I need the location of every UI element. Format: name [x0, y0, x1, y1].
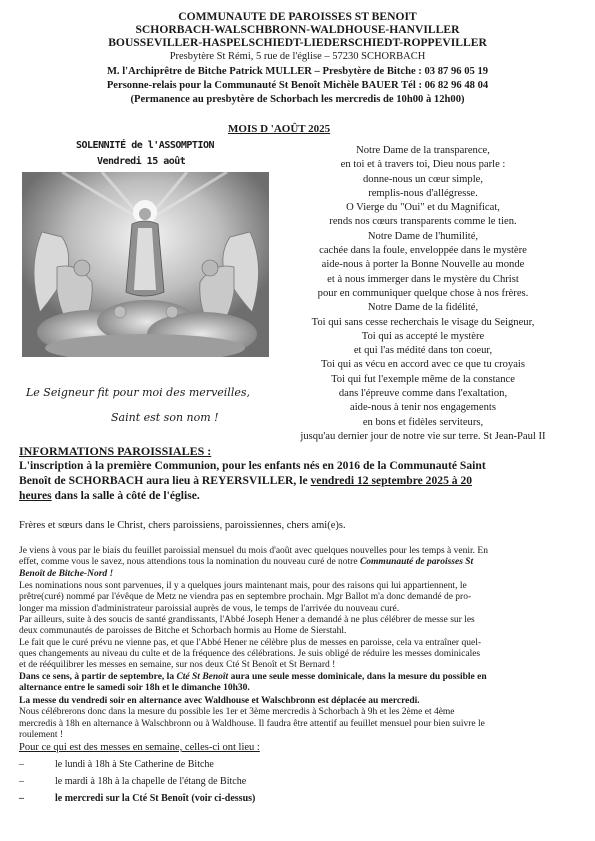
poem-line: dans l'épreuve comme dans l'exaltation, — [338, 388, 508, 400]
text-line: Benoît de Bitche-Nord ! — [19, 568, 114, 579]
text-line: prêtre(curé) nommé par l'évêque de Metz ne viendra pas en septembre prochain. Mgr Ballot m'a donc demandé de pro- — [19, 592, 472, 603]
text-line: La messe du vendredi soir en alternance avec Waldhouse et Walschbronn est déplacée au mercredi. — [19, 696, 420, 706]
prayer-poem — [268, 144, 578, 444]
header-line-2: SCHORBACH-WALSCHBRONN-WALDHOUSE-HANVILLER — [135, 23, 460, 36]
text-span: Dans ce sens, à partir de septembre, la — [19, 672, 177, 682]
text-span: effet, comme vous le savez, nous attendions tous la nomination du nouveau curé de notre — [19, 557, 360, 568]
poem-line: et qui l'as médité dans ton coeur, — [353, 345, 493, 357]
poem-line: cachée dans la foule, enveloppée dans le mystère — [319, 245, 527, 257]
text-line: deux communautés de paroisses de Bitche et Schorbach hormis au Home de Sierstahl. — [19, 626, 347, 637]
weekday-text: le mercredi sur la Cté St Benoît (voir ci-dessus) — [55, 793, 256, 804]
weekday-item — [19, 759, 214, 770]
feast-title: SOLENNITÉ de l'ASSOMPTION — [76, 140, 215, 151]
paragraph-5 — [19, 696, 579, 741]
poem-line: rends nos cœurs transparents comme le tien. — [329, 216, 517, 228]
communion-date: vendredi 12 septembre 2025 à 20 — [310, 474, 473, 487]
text-line: Par ailleurs, suite à des soucis de santé grandissants, l'Abbé Joseph Hener a demandé à ne plus célébrer de messe sur les — [19, 615, 475, 625]
weekday-title: Pour ce qui est des messes en semaine, celles-ci ont lieu : — [19, 742, 260, 753]
text-line: mercredis à 18h en alternance à Walschbronn ou à Waldhouse. Il faudra être attentif au feuillet mensuel pour bien suivre le — [19, 718, 485, 729]
header-line-1: COMMUNAUTE DE PAROISSES ST BENOIT — [178, 10, 417, 23]
list-dash: – — [19, 759, 24, 770]
paragraph-1 — [19, 546, 579, 580]
poem-line: Notre Dame de l'humilité, — [367, 230, 479, 242]
communion-line-1: L'inscription à la première Communion, pour les enfants nés en 2016 de la Communauté Saint — [19, 459, 486, 472]
header-archpriest: M. l'Archiprêtre de Bitche Patrick MULLER – Presbytère de Bitche : 03 87 96 05 19 — [106, 66, 489, 77]
assumption-of-mary-image — [22, 172, 269, 357]
text-line — [19, 672, 579, 683]
poem-line: Toi qui as vécu en accord avec ce que tu croyais — [321, 359, 525, 371]
poem-line: aide-nous à porter la Bonne Nouvelle au monde — [321, 259, 525, 271]
communion-hour: heures — [19, 489, 52, 502]
poem-line: et à nous immerger dans le mystère du Christ — [327, 273, 519, 285]
text-line: roulement ! — [19, 729, 64, 740]
feast-date: Vendredi 15 août — [97, 156, 186, 167]
poem-line: Toi qui fut l'exemple même de la constance — [331, 373, 515, 385]
community-name: Communauté de paroisses St — [359, 557, 474, 568]
poem-line: aide-nous à tenir nos engagements — [350, 402, 496, 414]
poem-line: Toi qui as accepté le mystère — [361, 330, 485, 342]
poem-line: Notre Dame de la fidélité, — [367, 302, 479, 314]
text-line — [19, 557, 579, 568]
weekday-item — [19, 793, 255, 804]
paragraph-3 — [19, 615, 579, 671]
text-line: et de rééquilibrer les messes en semaine, sur nos deux Cté St Benoît et St Bernard ! — [19, 660, 336, 671]
text-line: Je viens à vous par le biais du feuillet paroissial mensuel du mois d'août avec quelques nouvelles pour les temps à venir. En — [19, 546, 488, 556]
poem-line: pour en communiquer quelque chose à nos frères. — [317, 287, 529, 299]
info-title: INFORMATIONS PAROISSIALES : — [19, 444, 212, 458]
feast-caption-line-1: Le Seigneur fit pour moi des merveilles, — [26, 386, 250, 399]
poem-line: en toi et à travers toi, Dieu nous parle : — [340, 159, 506, 171]
poem-line: en bons et fidèles serviteurs, — [362, 416, 484, 428]
communion-line-2 — [19, 474, 472, 487]
paragraph-2 — [19, 581, 579, 615]
weekday-item — [19, 776, 246, 787]
list-dash: – — [19, 793, 24, 804]
header-address: Presbytère St Rémi, 5 rue de l'église – 57230 SCHORBACH — [169, 51, 426, 62]
poem-line: Notre Dame de la transparence, — [356, 145, 490, 156]
text-line: longer ma mission d'administrateur paroissial auprès de vous, le temps de l'arrivée du nouveau curé. — [19, 603, 400, 614]
community-name: Cté St Benoît — [176, 672, 229, 682]
text-line: ques changements au niveau du culte et de la fréquence des célébrations. Je suis obligé de réduire les messes dominicales — [19, 648, 481, 659]
header-line-3: BOUSSEVILLER-HASPELSCHIEDT-LIEDERSCHIEDT-ROPPEVILLER — [108, 36, 487, 49]
poem-line: O Vierge du "Oui" et du Magnificat, — [346, 202, 500, 214]
weekday-text: le lundi à 18h à Ste Catherine de Bitche — [55, 759, 214, 770]
poem-line: jusqu'au dernier jour de notre vie sur terre. St Jean-Paul II — [300, 430, 546, 442]
list-dash: – — [19, 776, 24, 787]
text-line: Le fait que le curé prévu ne vienne pas, et que l'Abbé Hener ne célèbre plus de messes en paroisse, cela va entraîner quel- — [19, 637, 481, 648]
text-span: aura une seule messe dominicale, dans la mesure du possible en — [228, 672, 487, 682]
header-permanence: (Permanence au presbytère de Schorbach les mercredis de 10h00 à 12h00) — [130, 94, 465, 105]
communion-place: dans la salle à côté de l'église. — [51, 489, 200, 502]
paragraph-4 — [19, 672, 579, 695]
header-relay: Personne-relais pour la Communauté St Benoît Michèle BAUER Tél : 06 82 96 48 04 — [106, 80, 489, 91]
communion-line-3 — [19, 489, 200, 502]
poem-line: donne-nous un cœur simple, — [362, 173, 484, 185]
poem-line: remplis-nous d'allégresse. — [368, 187, 478, 199]
text-line: Les nominations nous sont parvenues, il y a quelques jours maintenant mais, pour des raisons qui lui appartiennent, le — [19, 581, 467, 591]
poem-line: Toi qui sans cesse recherchais le visage du Seigneur, — [311, 316, 535, 328]
text-line: Nous célébrerons donc dans la mesure du possible les 1er et 3ème mercredis à Schorbach à 9h et les 2ème et 4ème — [19, 707, 455, 718]
weekday-text: le mardi à 18h à la chapelle de l'étang de Bitche — [55, 776, 247, 787]
month-title: MOIS D 'AOÛT 2025 — [228, 123, 331, 135]
text-line: alternance entre le samedi soir 18h et le dimanche 10h30. — [19, 683, 250, 694]
greeting: Frères et sœurs dans le Christ, chers paroissiens, paroissiennes, chers ami(e)s. — [19, 520, 346, 531]
feast-caption-line-2: Saint est son nom ! — [111, 411, 219, 424]
communion-text: Benoît de SCHORBACH aura lieu à REYERSVILLER, le — [19, 474, 311, 487]
